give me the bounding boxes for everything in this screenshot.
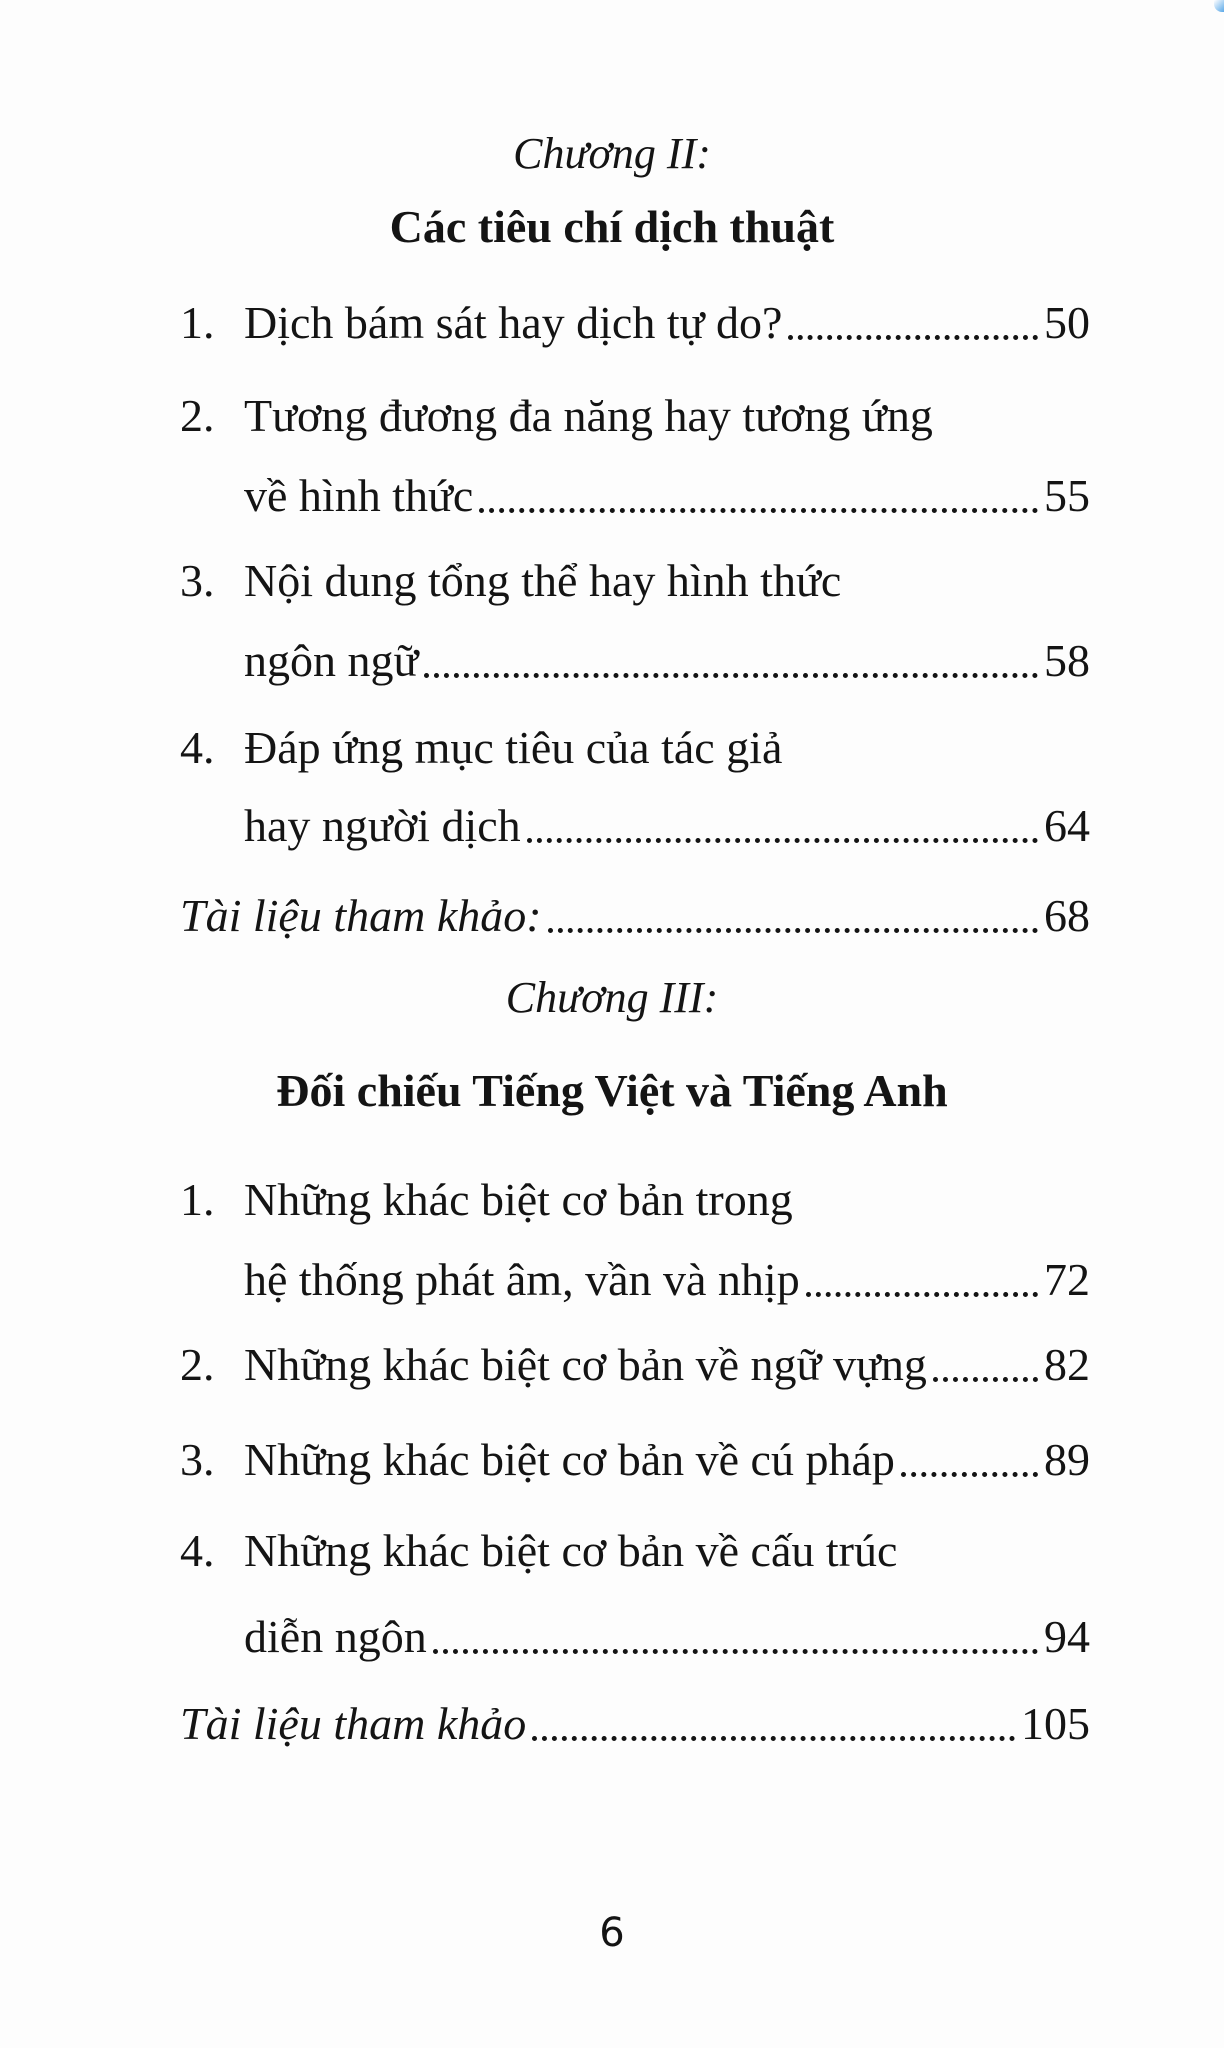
entry-title-cont: hệ thống phát âm, vần và nhịp: [244, 1254, 800, 1305]
toc-entry[interactable]: [180, 390, 1090, 525]
entry-number: 1.: [180, 297, 215, 348]
dot-leader: [933, 1377, 1038, 1382]
entry-title: Tương đương đa năng hay tương ứng: [244, 390, 933, 441]
entry-page: 89: [1044, 1434, 1090, 1485]
page-number: 6: [599, 1910, 625, 1956]
dot-leader: [548, 928, 1038, 933]
dot-leader: [433, 1649, 1038, 1654]
entry-title-cont: hay người dịch: [244, 800, 521, 851]
entry-title-cont: ngôn ngữ: [244, 635, 419, 686]
entry-number: 3.: [180, 1434, 215, 1485]
toc-entry[interactable]: [180, 722, 1090, 855]
references-page: 105: [1021, 1698, 1090, 1749]
entry-title: Đáp ứng mục tiêu của tác giả: [244, 722, 783, 773]
entry-number: 2.: [180, 390, 215, 441]
entry-title-cont: về hình thức: [244, 470, 474, 521]
entry-page: 64: [1044, 800, 1090, 851]
entry-page: 58: [1044, 635, 1090, 686]
toc-entry[interactable]: [180, 1174, 1090, 1309]
chapter-3-title: Đối chiếu Tiếng Việt và Tiếng Anh: [276, 1065, 948, 1116]
entry-page: 50: [1044, 297, 1090, 348]
entry-title: Những khác biệt cơ bản về cú pháp: [244, 1434, 895, 1485]
chapter-3-label: Chương III:: [505, 973, 719, 1022]
toc-entry[interactable]: [180, 555, 1090, 690]
entry-page: 94: [1044, 1611, 1090, 1662]
entry-title-cont: diễn ngôn: [244, 1611, 427, 1662]
dot-leader: [806, 1292, 1038, 1297]
entry-title: Dịch bám sát hay dịch tự do?: [244, 297, 783, 348]
entry-number: 1.: [180, 1174, 215, 1225]
entry-title: Những khác biệt cơ bản trong: [244, 1174, 793, 1225]
dot-leader: [527, 838, 1038, 843]
entry-title: Những khác biệt cơ bản về cấu trúc: [244, 1525, 898, 1576]
toc-references[interactable]: [180, 1698, 1090, 1753]
dot-leader: [788, 335, 1038, 340]
entry-number: 2.: [180, 1339, 215, 1390]
references-label: Tài liệu tham khảo:: [180, 890, 542, 941]
scan-corner-mark: [1214, 0, 1224, 12]
toc-entry[interactable]: [180, 1434, 1090, 1489]
dot-leader: [424, 673, 1038, 678]
toc-entry[interactable]: [180, 1525, 1090, 1666]
references-page: 68: [1044, 890, 1090, 941]
references-label: Tài liệu tham khảo: [180, 1698, 527, 1749]
entry-page: 55: [1044, 470, 1090, 521]
chapter-2-title: Các tiêu chí dịch thuật: [389, 201, 835, 252]
dot-leader: [479, 508, 1038, 513]
toc-entry[interactable]: [180, 297, 1090, 352]
toc-references[interactable]: [180, 890, 1090, 945]
entry-title: Nội dung tổng thể hay hình thức: [244, 555, 842, 606]
entry-page: 72: [1044, 1254, 1090, 1305]
entry-number: 4.: [180, 722, 215, 773]
toc-entry[interactable]: [180, 1339, 1090, 1394]
dot-leader: [532, 1736, 1015, 1741]
entry-title: Những khác biệt cơ bản về ngữ vựng: [244, 1339, 927, 1390]
entry-number: 3.: [180, 555, 215, 606]
dot-leader: [901, 1472, 1038, 1477]
entry-number: 4.: [180, 1525, 215, 1576]
chapter-2-label: Chương II:: [513, 129, 711, 178]
entry-page: 82: [1044, 1339, 1090, 1390]
